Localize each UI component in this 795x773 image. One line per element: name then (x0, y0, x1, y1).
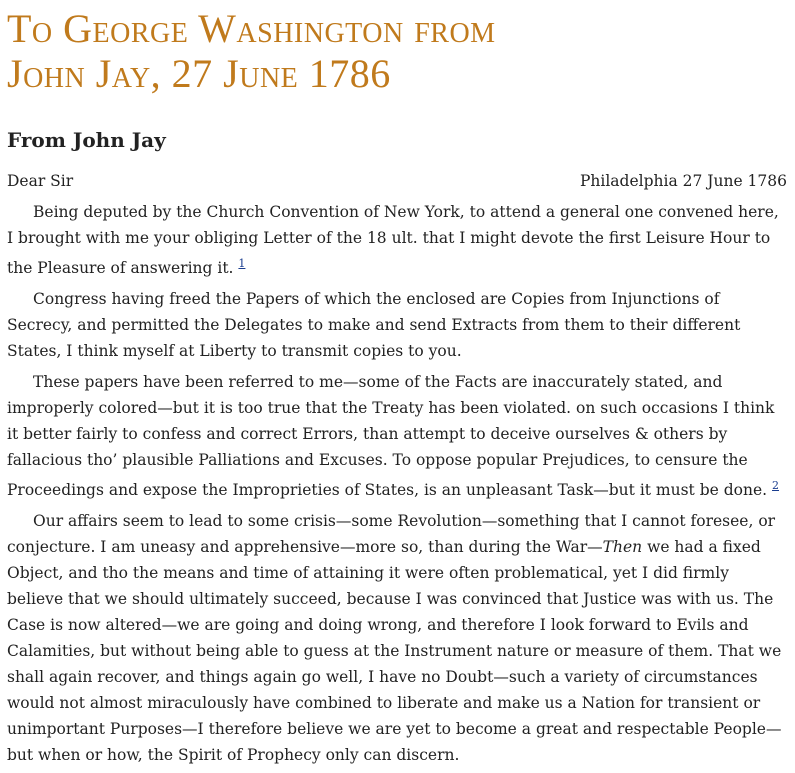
footnote-link[interactable]: 1 (238, 257, 246, 270)
paragraph-text: These papers have been referred to me—some of the Facts are inaccurately stated, and improperly colored—but it is too true that the Treaty has been violated. on such occasions I think it better fairly to confess and correct Errors, than attempt to deceive ourselves & others by fallacious tho’ plausible Palliations and Excuses. To oppose popular Prejudices, to censure the Proceedings and expose the Improprieties of States, is an unpleasant Task—but it must be done. (7, 373, 775, 500)
paragraph (7, 199, 787, 281)
page-title (7, 0, 787, 96)
paragraph (7, 369, 787, 503)
paragraph-text: Being deputed by the Church Convention of New York, to attend a general one convened here, I brought with me your obliging Letter of the 18 ult. that I might devote the first Leisure Hour to the Pleasure of answering it. (7, 203, 779, 278)
paragraph-text: we had a fixed Object, and tho the means and time of attaining it were often problematical, yet I did firmly believe that we should ultimately succeed, because I was convinced that Justice was with us. The Case is now altered—we are going and doing wrong, and therefore I look forward to Evils and Calamities, but without being able to guess at the Instrument nature or measure of them. That we shall again recover, and things again go well, I have no Doubt—such a variety of circumstances would not almost miraculously have combined to liberate and make us a Nation for transient or unimportant Purposes—I therefore believe we are yet to become a great and respectable People—but when or how, the Spirit of Prophecy only can discern. (7, 538, 782, 765)
paragraph-text: Our affairs seem to lead to some crisis—some Revolution—something that I cannot foresee, or conjecture. I am uneasy and apprehensive—more so, than during the War— (7, 512, 776, 557)
place-date: Philadelphia 27 June 1786 (579, 172, 787, 190)
footnote-link[interactable]: 2 (772, 479, 780, 493)
title-line-1: To George Washington from (7, 6, 496, 51)
paragraph-text: Congress having freed the Papers of which the enclosed are Copies from Injunctions of Secrecy, and permitted the Delegates to make and send Extracts from them to their different States, I think myself at Liberty to transmit copies to you. (7, 290, 741, 361)
emphasis-text: Then (602, 538, 643, 557)
paragraph (7, 508, 787, 768)
document-subtitle: From John Jay (7, 128, 166, 152)
paragraph (7, 286, 787, 364)
dateline-row (7, 168, 787, 194)
salutation: Dear Sir (7, 172, 74, 190)
title-line-2: John Jay, 27 June 1786 (7, 51, 391, 96)
